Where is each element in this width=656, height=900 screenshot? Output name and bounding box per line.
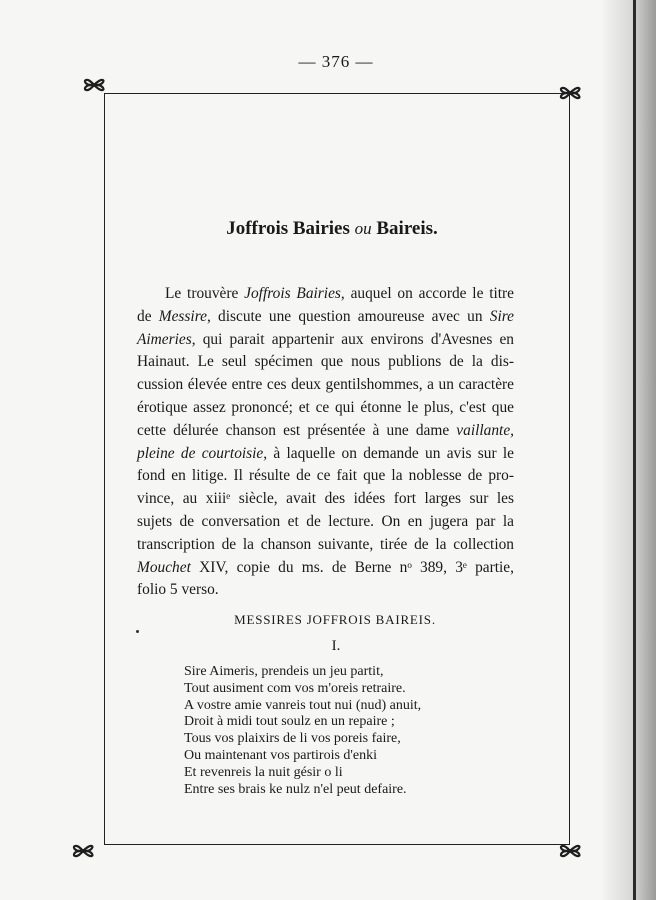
- intro-line: [137, 329, 514, 352]
- text-run: folio 5 verso.: [137, 581, 219, 599]
- italic-run: vaillante,: [456, 421, 514, 439]
- intro-line: [137, 374, 514, 397]
- text-run: XIV, copie du ms. de Berne nᵒ 389, 3ᵉ partie,: [190, 558, 514, 576]
- text-run: transcription de la chanson suivante, tirée de la collection: [137, 535, 514, 553]
- intro-line: [137, 511, 514, 534]
- text-run: cussion élevée entre ces deux gentilshommes, a un caractère: [137, 376, 514, 394]
- verse-line: Droit à midi tout soulz en un repaire ;: [184, 714, 395, 730]
- text-run: , qui parait appartenir aux environs d'Avesnes en: [191, 330, 514, 348]
- verse-line: Et revenreis la nuit gésir o li: [184, 764, 343, 780]
- song-title: MESSIRES JOFFROIS BAIREIS.: [234, 612, 436, 627]
- verse-line: Tous vos plaixirs de li vos poreis faire,: [184, 731, 401, 747]
- italic-run: pleine de courtoisie: [137, 444, 264, 462]
- title-connector: ou: [354, 219, 372, 238]
- text-run: érotique assez prononcé; et ce qui étonne le plus, c'est que: [137, 398, 514, 416]
- page-number: — 376 —: [298, 52, 374, 71]
- text-run: , à laquelle on demande un avis sur le: [263, 444, 514, 462]
- intro-line: [137, 557, 514, 580]
- binding-edge: [633, 0, 636, 900]
- text-run: , discute une question amoureuse avec un: [206, 307, 490, 325]
- verse-line: Sire Aimeris, prendeis un jeu partit,: [184, 664, 384, 679]
- intro-line: [137, 443, 514, 466]
- intro-line: [137, 397, 514, 420]
- intro-line: [137, 420, 514, 443]
- page-gutter-shadow: [600, 0, 656, 900]
- italic-run: Mouchet: [137, 558, 191, 576]
- stray-ink-mark: [136, 630, 139, 633]
- text-run: fond en litige. Il résulte de ce fait que la noblesse de pro-: [137, 467, 514, 485]
- stanza-number: I.: [331, 638, 341, 654]
- fleuron-knot-icon: [81, 72, 107, 98]
- intro-line: [137, 465, 514, 488]
- text-run: sujets de conversation et de lecture. On en jugera par la: [137, 512, 514, 530]
- verse-line: Entre ses brais ke nulz n'el peut defaire.: [184, 781, 407, 797]
- intro-line: [137, 351, 514, 374]
- verse-line: A vostre amie vanreis tout nui (nud) anuit,: [184, 697, 422, 713]
- text-run: de: [137, 307, 159, 325]
- intro-paragraph: [137, 283, 514, 602]
- intro-line: [137, 306, 514, 329]
- text-run: vince, au xiiiᵉ siècle, avait des idées fort larges sur les: [137, 490, 514, 508]
- italic-run: Sire: [489, 307, 514, 325]
- text-run: Le trouvère: [165, 285, 245, 302]
- text-run: Hainaut. Le seul spécimen que nous publions de la dis-: [137, 353, 514, 371]
- fleuron-knot-icon: [70, 838, 96, 864]
- text-run: , auquel on accorde le titre: [340, 285, 515, 302]
- verse-line: Ou maintenant vos partirois d'enki: [184, 747, 378, 763]
- italic-run: Messire: [158, 307, 207, 325]
- text-run: cette délurée chanson est présentée à une dame: [137, 421, 457, 439]
- italic-run: Aimeries: [137, 330, 192, 348]
- fleuron-knot-icon: [557, 838, 583, 864]
- intro-line: [137, 579, 514, 602]
- title-name: Joffrois Bairies: [226, 218, 350, 239]
- fleuron-knot-icon: [557, 80, 583, 106]
- verse-block: [184, 664, 484, 798]
- intro-line: [137, 488, 514, 511]
- page-title: [100, 218, 564, 240]
- verse-line: Tout ausiment com vos m'oreis retraire.: [184, 680, 406, 696]
- title-variant: Baireis.: [376, 218, 438, 239]
- intro-line: [137, 534, 514, 557]
- italic-run: Joffrois Bairies: [244, 285, 341, 302]
- intro-line: [137, 283, 514, 306]
